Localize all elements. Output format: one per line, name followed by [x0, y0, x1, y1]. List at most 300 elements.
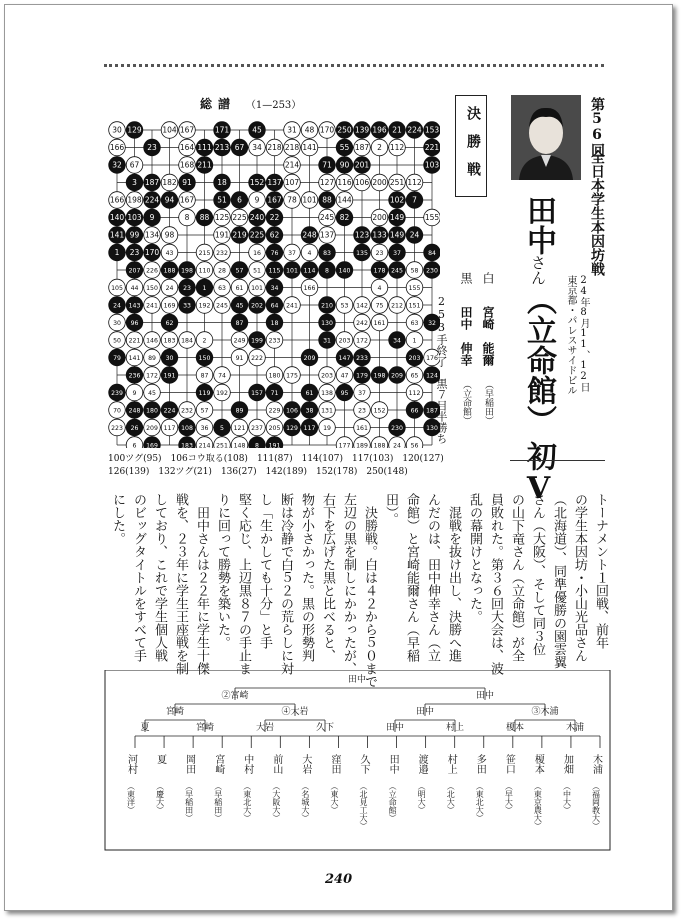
move-number: 149: [389, 230, 405, 240]
article-column: りに回って勝勢を築いた。: [215, 493, 230, 649]
move-number: 2: [377, 143, 382, 153]
move-number: 44: [130, 285, 139, 293]
move-number: 76: [270, 250, 279, 258]
move-number: 51: [217, 195, 227, 205]
move-number: 71: [270, 390, 279, 398]
move-number: 19: [323, 425, 331, 433]
black-label: 黒: [459, 272, 473, 284]
move-number: 24: [113, 302, 121, 310]
move-number: 31: [287, 125, 297, 135]
move-number: 101: [302, 195, 317, 205]
move-number: 245: [391, 267, 403, 275]
article-column: 混戦を抜け出し、決勝へ進: [446, 493, 461, 662]
move-number: 89: [235, 407, 244, 415]
move-number: 225: [232, 213, 247, 223]
move-number: 110: [198, 267, 211, 275]
move-number: 139: [354, 125, 370, 135]
move-number: 147: [338, 355, 351, 363]
move-number: 78: [287, 195, 297, 205]
move-number: 138: [321, 390, 333, 398]
bracket-player-name: 窪田: [328, 754, 340, 774]
move-number: 239: [111, 390, 123, 398]
move-number: 18: [217, 178, 227, 188]
move-number: 167: [179, 195, 195, 205]
move-number: 221: [424, 143, 440, 153]
move-number: 65: [410, 372, 419, 380]
move-number: 150: [146, 285, 158, 293]
white-name: 宮崎 能爾: [481, 306, 495, 366]
move-number: 225: [249, 230, 265, 240]
move-number: 24: [165, 285, 174, 293]
move-number: 6: [237, 195, 242, 205]
move-number: 34: [252, 143, 262, 153]
black-school: （立命館）: [461, 380, 471, 425]
move-number: 96: [130, 320, 139, 328]
bracket-player-school: （早稲田）: [213, 782, 223, 822]
move-number: 209: [303, 355, 316, 363]
bracket-player-name: 夏: [154, 754, 166, 764]
bracket-qf: ④大岩: [281, 707, 309, 717]
move-number: 23: [183, 285, 191, 293]
bracket-player-name: 中村: [241, 754, 253, 774]
move-number: 209: [146, 425, 158, 433]
bracket-semi: ②宮崎: [221, 691, 249, 701]
player-photo-image: [511, 95, 581, 180]
move-number: 51: [253, 267, 261, 275]
bracket-player-name: 榎本: [532, 754, 544, 774]
article-column: トーナメント１回戦、前年: [593, 493, 608, 649]
player-photo: [511, 95, 581, 180]
move-number: 141: [128, 355, 141, 363]
move-number: 62: [269, 230, 280, 240]
move-number: 224: [163, 407, 176, 415]
kifu-notes: [108, 453, 444, 479]
event-label: 決勝戦: [465, 106, 481, 190]
move-number: 179: [356, 372, 368, 380]
bracket-player-name: 加畑: [561, 754, 573, 774]
move-number: 107: [284, 178, 300, 188]
move-number: 209: [391, 372, 403, 380]
move-number: 32: [112, 160, 122, 170]
move-number: 200: [372, 213, 387, 223]
headline-rule: [510, 460, 605, 461]
move-number: 143: [128, 302, 141, 310]
article-column: 戦を、２３年に学生王座戦を制: [173, 493, 188, 675]
bracket-player-name: 村上: [445, 754, 457, 774]
tournament-venue: 東京都・パレスサイドビル: [565, 275, 576, 395]
move-number: 24: [409, 230, 420, 240]
bracket-player-school: （北見工大）: [359, 782, 368, 830]
event-label-box: [455, 95, 487, 197]
article-column: 決勝戦。白は４２から５０まで: [362, 493, 377, 688]
move-number: 103: [424, 160, 440, 170]
move-number: 200: [372, 178, 387, 188]
move-number: 189: [356, 442, 368, 448]
move-number: 166: [109, 195, 125, 205]
move-number: 141: [302, 143, 317, 153]
move-number: 203: [338, 337, 351, 345]
tournament-name: 全日本学生本因坊戦: [589, 150, 605, 276]
winner-suffix: さん: [529, 255, 547, 285]
article-column: 乱の幕開けとなった。: [467, 493, 482, 623]
move-number: 219: [232, 230, 247, 240]
article-column: し「生かしても十分」と手: [257, 493, 272, 649]
bracket-player-name: 渡邉: [416, 754, 428, 774]
move-number: 140: [338, 267, 351, 275]
move-number: 245: [319, 213, 335, 223]
move-number: 169: [146, 442, 158, 448]
move-number: 170: [144, 248, 160, 258]
move-number: 187: [426, 407, 438, 415]
bracket-player-school: （東北大）: [242, 782, 252, 822]
move-number: 30: [112, 125, 122, 135]
move-number: 168: [179, 160, 195, 170]
move-number: 50: [113, 337, 121, 345]
move-number: 180: [146, 407, 158, 415]
move-number: 31: [323, 337, 331, 345]
bracket-r16: 木浦: [565, 723, 585, 733]
move-number: 37: [358, 390, 366, 398]
bracket-player-school: （立命館）: [388, 782, 398, 822]
move-number: 91: [182, 178, 192, 188]
move-number: 16: [253, 250, 261, 258]
move-number: 232: [216, 250, 228, 258]
move-number: 169: [163, 302, 176, 310]
bracket-player-school: （福岡教大）: [591, 782, 601, 830]
move-number: 88: [199, 213, 210, 223]
move-number: 2: [202, 337, 207, 345]
move-number: 119: [198, 390, 211, 398]
move-number: 146: [146, 337, 158, 345]
move-number: 201: [354, 160, 370, 170]
move-number: 187: [144, 178, 160, 188]
kifu-note-line: 126(139) 132ツグ(21) 136(27) 142(189) 152(178) 250(148): [108, 467, 408, 477]
move-number: 57: [235, 267, 244, 275]
move-number: 178: [373, 267, 386, 275]
winner-name: 田中: [521, 195, 556, 255]
bracket-player-school: （慶大）: [155, 782, 165, 814]
move-number: 215: [198, 250, 211, 258]
move-number: 63: [218, 285, 226, 293]
move-number: 236: [128, 372, 141, 380]
move-number: 212: [391, 302, 403, 310]
article-body: [108, 493, 610, 688]
move-number: 214: [198, 442, 211, 448]
move-number: 111: [197, 143, 212, 153]
move-number: 53: [340, 302, 349, 310]
bracket-player-school: （東北大）: [475, 782, 485, 822]
move-number: 151: [408, 302, 421, 310]
move-number: 223: [111, 425, 123, 433]
move-number: 34: [270, 285, 279, 293]
bracket-player-name: 宮崎: [212, 754, 224, 774]
article-column: の山下竜さん（立命館）が全: [509, 493, 524, 662]
kifu-title: [200, 95, 301, 112]
move-number: 129: [127, 125, 142, 135]
move-number: 155: [424, 213, 440, 223]
move-number: 57: [200, 407, 209, 415]
move-number: 38: [305, 407, 314, 415]
move-number: 124: [426, 372, 438, 380]
move-number: 152: [373, 407, 386, 415]
bracket-player-school: （東京農大）: [533, 782, 543, 830]
move-number: 90: [339, 160, 350, 170]
move-number: 87: [200, 372, 209, 380]
move-number: 251: [389, 178, 405, 188]
move-number: 172: [356, 337, 368, 345]
move-number: 55: [339, 143, 350, 153]
bracket-player-name: 大岩: [299, 754, 311, 774]
move-number: 191: [214, 230, 230, 240]
move-number: 114: [303, 267, 316, 275]
bracket-r16: 大岩: [255, 723, 275, 733]
move-number: 172: [146, 372, 158, 380]
move-number: 37: [393, 250, 401, 258]
move-number: 45: [148, 390, 156, 398]
move-number: 24: [393, 442, 401, 448]
bracket-qf: ③木浦: [531, 707, 559, 717]
article-column: 員敗れた。第３６回大会は、波: [488, 493, 503, 675]
move-number: 94: [164, 195, 175, 205]
move-number: 133: [372, 230, 387, 240]
bracket-r16: 久下: [315, 723, 335, 733]
move-number: 23: [147, 143, 157, 153]
move-number: 56: [410, 442, 419, 448]
move-number: 134: [144, 230, 160, 240]
article-column: にした。: [110, 493, 125, 545]
move-number: 129: [286, 425, 298, 433]
move-number: 161: [356, 425, 368, 433]
move-number: 98: [164, 230, 175, 240]
move-number: 26: [130, 425, 139, 433]
article-column: 右下を広げた黒と比べると、: [320, 493, 335, 662]
move-number: 251: [216, 442, 228, 448]
move-number: 3: [132, 178, 137, 188]
move-number: 43: [165, 250, 174, 258]
move-number: 9: [132, 390, 137, 398]
move-number: 226: [146, 267, 158, 275]
bracket-semi: 田中: [475, 691, 495, 701]
bracket-player-school: （名城大）: [300, 782, 310, 822]
move-number: 33: [183, 302, 191, 310]
move-number: 207: [128, 267, 141, 275]
white-school: （早稲田）: [483, 380, 493, 425]
move-number: 22: [269, 213, 280, 223]
winner-school: （立命館）: [521, 285, 556, 435]
move-number: 8: [325, 267, 329, 275]
move-number: 75: [375, 302, 384, 310]
move-number: 175: [286, 372, 298, 380]
move-number: 8: [184, 213, 190, 223]
bracket-player-school: （東大）: [329, 782, 339, 814]
move-number: 63: [410, 320, 419, 328]
move-number: 67: [129, 160, 140, 170]
move-number: 99: [129, 230, 140, 240]
dotted-divider: [104, 64, 604, 67]
move-number: 224: [144, 195, 160, 205]
move-number: 166: [109, 143, 125, 153]
move-number: 249: [233, 337, 246, 345]
bracket-player-name: 多田: [474, 754, 486, 774]
move-number: 130: [426, 425, 438, 433]
move-number: 82: [339, 213, 350, 223]
bracket-player-school: （中大）: [562, 782, 572, 814]
bracket-player-school: （早稲田）: [184, 782, 194, 822]
move-number: 242: [356, 320, 368, 328]
move-number: 104: [162, 125, 177, 135]
move-number: 1: [114, 248, 120, 258]
move-number: 148: [233, 442, 246, 448]
move-number: 84: [428, 250, 436, 258]
move-number: 171: [214, 125, 230, 135]
bracket-player-school: （北大）: [446, 782, 456, 814]
move-number: 21: [392, 125, 402, 135]
move-number: 218: [284, 143, 300, 153]
move-number: 192: [198, 302, 211, 310]
bracket-player-school: （大阪大）: [271, 782, 281, 822]
move-number: 203: [321, 372, 333, 380]
move-number: 1: [412, 337, 417, 345]
move-number: 30: [113, 320, 121, 328]
tournament-date: 24年8月11、12日: [578, 275, 589, 392]
move-number: 205: [268, 425, 281, 433]
move-number: 127: [319, 178, 335, 188]
article-column: 堅く応じ、上辺黒８７の手止ま: [236, 493, 251, 675]
move-number: 108: [181, 425, 193, 433]
move-number: 88: [322, 195, 332, 205]
move-number: 196: [372, 125, 387, 135]
move-number: 6: [132, 442, 137, 448]
move-number: 130: [321, 320, 333, 328]
article-column: 命館）と宮崎能爾さん（早稲: [404, 493, 419, 662]
bracket-player-name: 笹口: [503, 754, 515, 774]
move-number: 191: [268, 442, 281, 448]
move-number: 106: [286, 407, 298, 415]
move-number: 233: [356, 355, 368, 363]
move-number: 66: [410, 407, 419, 415]
move-number: 229: [268, 407, 281, 415]
bracket-player-school: （東洋）: [126, 782, 136, 814]
move-number: 7: [412, 195, 417, 205]
move-number: 62: [165, 320, 174, 328]
move-number: 202: [251, 302, 263, 310]
move-number: 184: [181, 337, 193, 345]
kifu-range: （1—253）: [245, 100, 302, 111]
go-board: [100, 118, 440, 448]
bracket-player-name: 河村: [125, 754, 137, 774]
move-number: 123: [354, 230, 370, 240]
move-number: 230: [391, 425, 403, 433]
move-number: 191: [163, 372, 176, 380]
bracket-player-name: 前山: [270, 754, 282, 774]
article-column: 左辺の黒を制しにかかったが、: [341, 493, 356, 675]
move-number: 9: [254, 195, 260, 205]
move-number: 144: [337, 195, 352, 205]
move-number: 18: [270, 320, 279, 328]
move-number: 61: [235, 285, 244, 293]
move-number: 180: [268, 372, 281, 380]
move-number: 250: [337, 125, 352, 135]
move-number: 91: [235, 355, 244, 363]
bracket-player-name: 岡田: [183, 754, 195, 774]
move-number: 214: [284, 160, 300, 170]
article-column: しており、これで学生個人戦: [152, 493, 167, 662]
move-number: 233: [268, 337, 281, 345]
move-number: 5: [220, 425, 224, 433]
bracket-r16: 宮崎: [195, 723, 215, 733]
move-number: 34: [393, 337, 401, 345]
move-number: 70: [113, 407, 121, 415]
move-number: 79: [113, 355, 121, 363]
move-number: 157: [251, 390, 263, 398]
bracket-qf: 宮崎: [165, 707, 185, 717]
bracket-player-name: 久下: [358, 754, 369, 774]
move-number: 153: [424, 125, 440, 135]
move-number: 32: [428, 320, 436, 328]
article-column: 物が小さかった。黒の形勢判: [299, 493, 314, 662]
tournament-bracket: [95, 670, 615, 855]
move-number: 188: [163, 267, 176, 275]
move-number: 183: [163, 337, 176, 345]
move-number: 36: [200, 425, 209, 433]
bracket-player-school: （明大）: [417, 782, 427, 814]
bracket-champion: 田中: [347, 675, 367, 685]
article-column: 田）。: [383, 493, 398, 526]
move-number: 167: [179, 125, 195, 135]
move-number: 170: [319, 125, 335, 135]
move-number: 198: [181, 267, 193, 275]
move-number: 150: [198, 355, 211, 363]
move-number: 101: [286, 267, 298, 275]
kifu-title-text: 総譜: [200, 97, 237, 111]
move-number: 117: [163, 425, 176, 433]
move-number: 137: [267, 178, 282, 188]
article-column: 田中さんは２２年に学生十傑: [194, 493, 209, 675]
move-number: 166: [303, 285, 316, 293]
move-number: 232: [181, 407, 193, 415]
move-number: 48: [304, 125, 315, 135]
move-number: 83: [323, 250, 331, 258]
move-number: 221: [128, 337, 141, 345]
move-number: 37: [288, 250, 296, 258]
move-number: 8: [255, 442, 259, 448]
move-number: 125: [214, 213, 230, 223]
move-number: 4: [377, 285, 382, 293]
move-number: 167: [267, 195, 282, 205]
move-number: 140: [109, 213, 125, 223]
bracket-r16: 田中: [385, 723, 405, 733]
move-number: 89: [148, 355, 156, 363]
move-number: 142: [356, 302, 368, 310]
move-number: 61: [305, 390, 314, 398]
move-number: 155: [408, 285, 421, 293]
move-number: 67: [234, 143, 245, 153]
move-number: 222: [251, 355, 263, 363]
move-number: 210: [321, 302, 333, 310]
bracket-r16: 榎本: [505, 723, 525, 733]
move-number: 30: [165, 355, 174, 363]
move-number: 58: [410, 267, 419, 275]
move-number: 248: [302, 230, 317, 240]
kifu-note-line: 100ツグ(95) 106コウ取る(108) 111(87) 114(107) 117(103) 120(127): [108, 454, 444, 464]
move-number: 241: [286, 302, 298, 310]
move-number: 102: [389, 195, 405, 205]
bracket-r16: 夏: [140, 723, 150, 733]
move-number: 203: [408, 355, 421, 363]
bracket-r16: 村上: [445, 723, 465, 733]
move-number: 164: [179, 143, 195, 153]
bracket-player-name: 木浦: [590, 754, 602, 774]
